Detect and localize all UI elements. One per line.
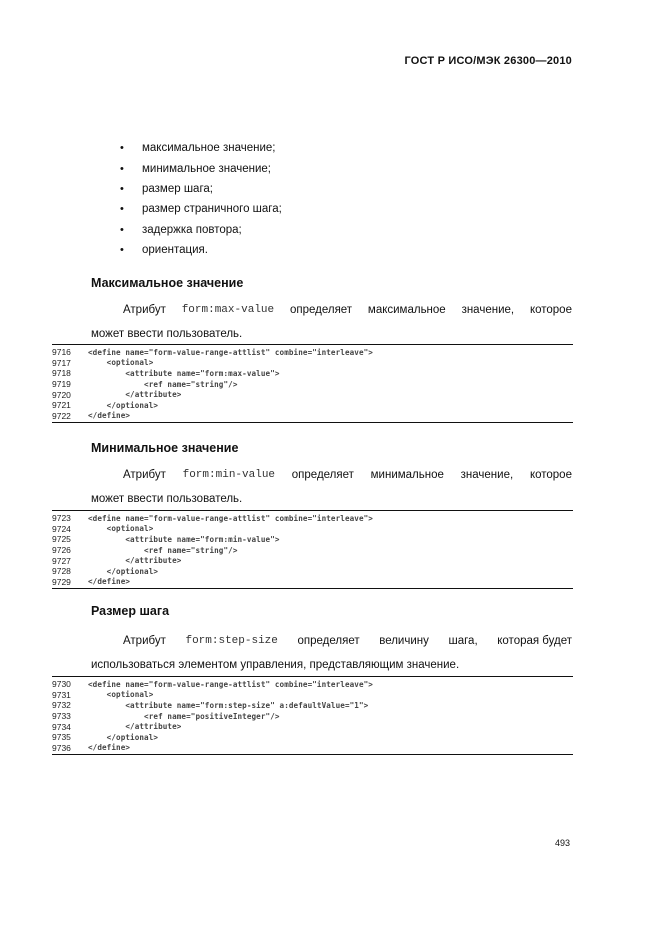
code-line	[52, 679, 573, 690]
line-number: 9736	[52, 742, 71, 753]
list-item-text: размер страничного шага;	[142, 203, 282, 216]
code-text: <define name="form-value-range-attlist" combine="interleave">	[88, 513, 373, 523]
code-text: <ref name="string"/>	[88, 545, 238, 555]
code-listing	[52, 344, 573, 423]
code-line	[52, 545, 573, 556]
line-number: 9721	[52, 400, 71, 411]
code-line	[52, 555, 573, 566]
code-line	[52, 711, 573, 722]
code-line	[52, 513, 573, 524]
list-item	[120, 179, 282, 199]
code-line	[52, 411, 573, 422]
code-text: <optional>	[88, 524, 154, 534]
line-number: 9732	[52, 700, 71, 711]
code-text: </attribute>	[88, 556, 182, 566]
list-item-text: минимальное значение;	[142, 162, 271, 175]
code-line	[52, 690, 573, 701]
code-line	[52, 389, 573, 400]
para-word: минимальное	[370, 469, 444, 481]
code-line	[52, 358, 573, 369]
line-number: 9718	[52, 368, 71, 379]
para-word: максимальное	[367, 304, 446, 316]
code-line	[52, 379, 573, 390]
attribute-code: form:min-value	[182, 469, 276, 481]
line-number: 9731	[52, 689, 71, 700]
line-number: 9733	[52, 711, 71, 722]
section-paragraph	[91, 298, 572, 346]
para-word: Атрибут	[123, 304, 166, 316]
list-item-text: задержка повтора;	[142, 223, 242, 236]
para-word: которое	[529, 469, 572, 481]
attribute-code: form:max-value	[181, 304, 275, 316]
code-text: </optional>	[88, 400, 159, 410]
para-word: значение,	[460, 469, 514, 481]
bullet-icon: •	[120, 223, 124, 236]
list-item	[120, 158, 282, 178]
code-text: </define>	[88, 577, 131, 587]
code-text: </define>	[88, 743, 131, 753]
list-item	[120, 199, 282, 219]
para-word: которая будет	[497, 635, 572, 647]
code-text: </optional>	[88, 732, 159, 742]
section-paragraph	[91, 629, 572, 677]
line-number: 9734	[52, 721, 71, 732]
code-text: <ref name="positiveInteger"/>	[88, 711, 280, 721]
para-word: шага,	[448, 635, 478, 647]
line-number: 9719	[52, 379, 71, 390]
line-number: 9727	[52, 555, 71, 566]
bullet-list	[120, 138, 282, 260]
para-word: величину	[379, 635, 429, 647]
section-heading: Размер шага	[91, 604, 170, 618]
list-item	[120, 220, 282, 240]
line-number: 9730	[52, 679, 71, 690]
list-item-text: размер шага;	[142, 182, 213, 195]
para-line: использоваться элементом управления, представляющим значение.	[91, 659, 460, 671]
line-number: 9725	[52, 534, 71, 545]
code-text: </optional>	[88, 566, 159, 576]
code-text: </attribute>	[88, 390, 182, 400]
code-line	[52, 534, 573, 545]
code-listing	[52, 676, 573, 755]
list-item	[120, 240, 282, 260]
bullet-icon: •	[120, 244, 124, 257]
code-text: </attribute>	[88, 722, 182, 732]
code-line	[52, 721, 573, 732]
code-text: <attribute name="form:max-value">	[88, 368, 280, 378]
code-line	[52, 566, 573, 577]
para-word: определяет	[297, 635, 360, 647]
code-line	[52, 732, 573, 743]
line-number: 9729	[52, 576, 71, 587]
bullet-icon: •	[120, 142, 124, 155]
code-line	[52, 700, 573, 711]
para-line: может ввести пользователь.	[91, 328, 243, 340]
code-line	[52, 743, 573, 754]
line-number: 9728	[52, 566, 71, 577]
code-line	[52, 347, 573, 358]
page-number: 493	[554, 838, 570, 848]
line-number: 9722	[52, 410, 71, 421]
list-item	[120, 138, 282, 158]
list-item-text: максимальное значение;	[142, 142, 276, 155]
para-word: значение,	[461, 304, 515, 316]
code-text: <ref name="string"/>	[88, 379, 238, 389]
attribute-code: form:step-size	[185, 635, 278, 647]
code-text: <define name="form-value-range-attlist" combine="interleave">	[88, 347, 373, 357]
line-number: 9726	[52, 545, 71, 556]
code-text: <attribute name="form:min-value">	[88, 534, 280, 544]
line-number: 9723	[52, 513, 71, 524]
section-heading: Максимальное значение	[91, 276, 244, 290]
para-word: Атрибут	[123, 469, 166, 481]
code-line	[52, 577, 573, 588]
line-number: 9724	[52, 523, 71, 534]
line-number: 9717	[52, 357, 71, 368]
code-line	[52, 400, 573, 411]
section-heading: Минимальное значение	[91, 441, 239, 455]
code-text: <attribute name="form:step-size" a:defaultValue="1">	[88, 700, 369, 710]
para-word: Атрибут	[123, 635, 166, 647]
code-text: <define name="form-value-range-attlist" combine="interleave">	[88, 679, 373, 689]
bullet-icon: •	[120, 203, 124, 216]
para-word: определяет	[291, 469, 354, 481]
line-number: 9735	[52, 732, 71, 743]
code-text: <optional>	[88, 358, 154, 368]
code-text: </define>	[88, 411, 131, 421]
code-listing	[52, 510, 573, 589]
code-line	[52, 368, 573, 379]
code-text: <optional>	[88, 690, 154, 700]
line-number: 9716	[52, 347, 71, 358]
para-word: определяет	[289, 304, 353, 316]
section-paragraph	[91, 463, 572, 511]
code-line	[52, 524, 573, 535]
line-number: 9720	[52, 389, 71, 400]
bullet-icon: •	[120, 182, 124, 195]
para-line: может ввести пользователь.	[91, 493, 243, 505]
para-word: которое	[529, 304, 572, 316]
list-item-text: ориентация.	[142, 244, 208, 257]
document-header: ГОСТ Р ИСО/МЭК 26300—2010	[404, 55, 572, 67]
bullet-icon: •	[120, 162, 124, 175]
